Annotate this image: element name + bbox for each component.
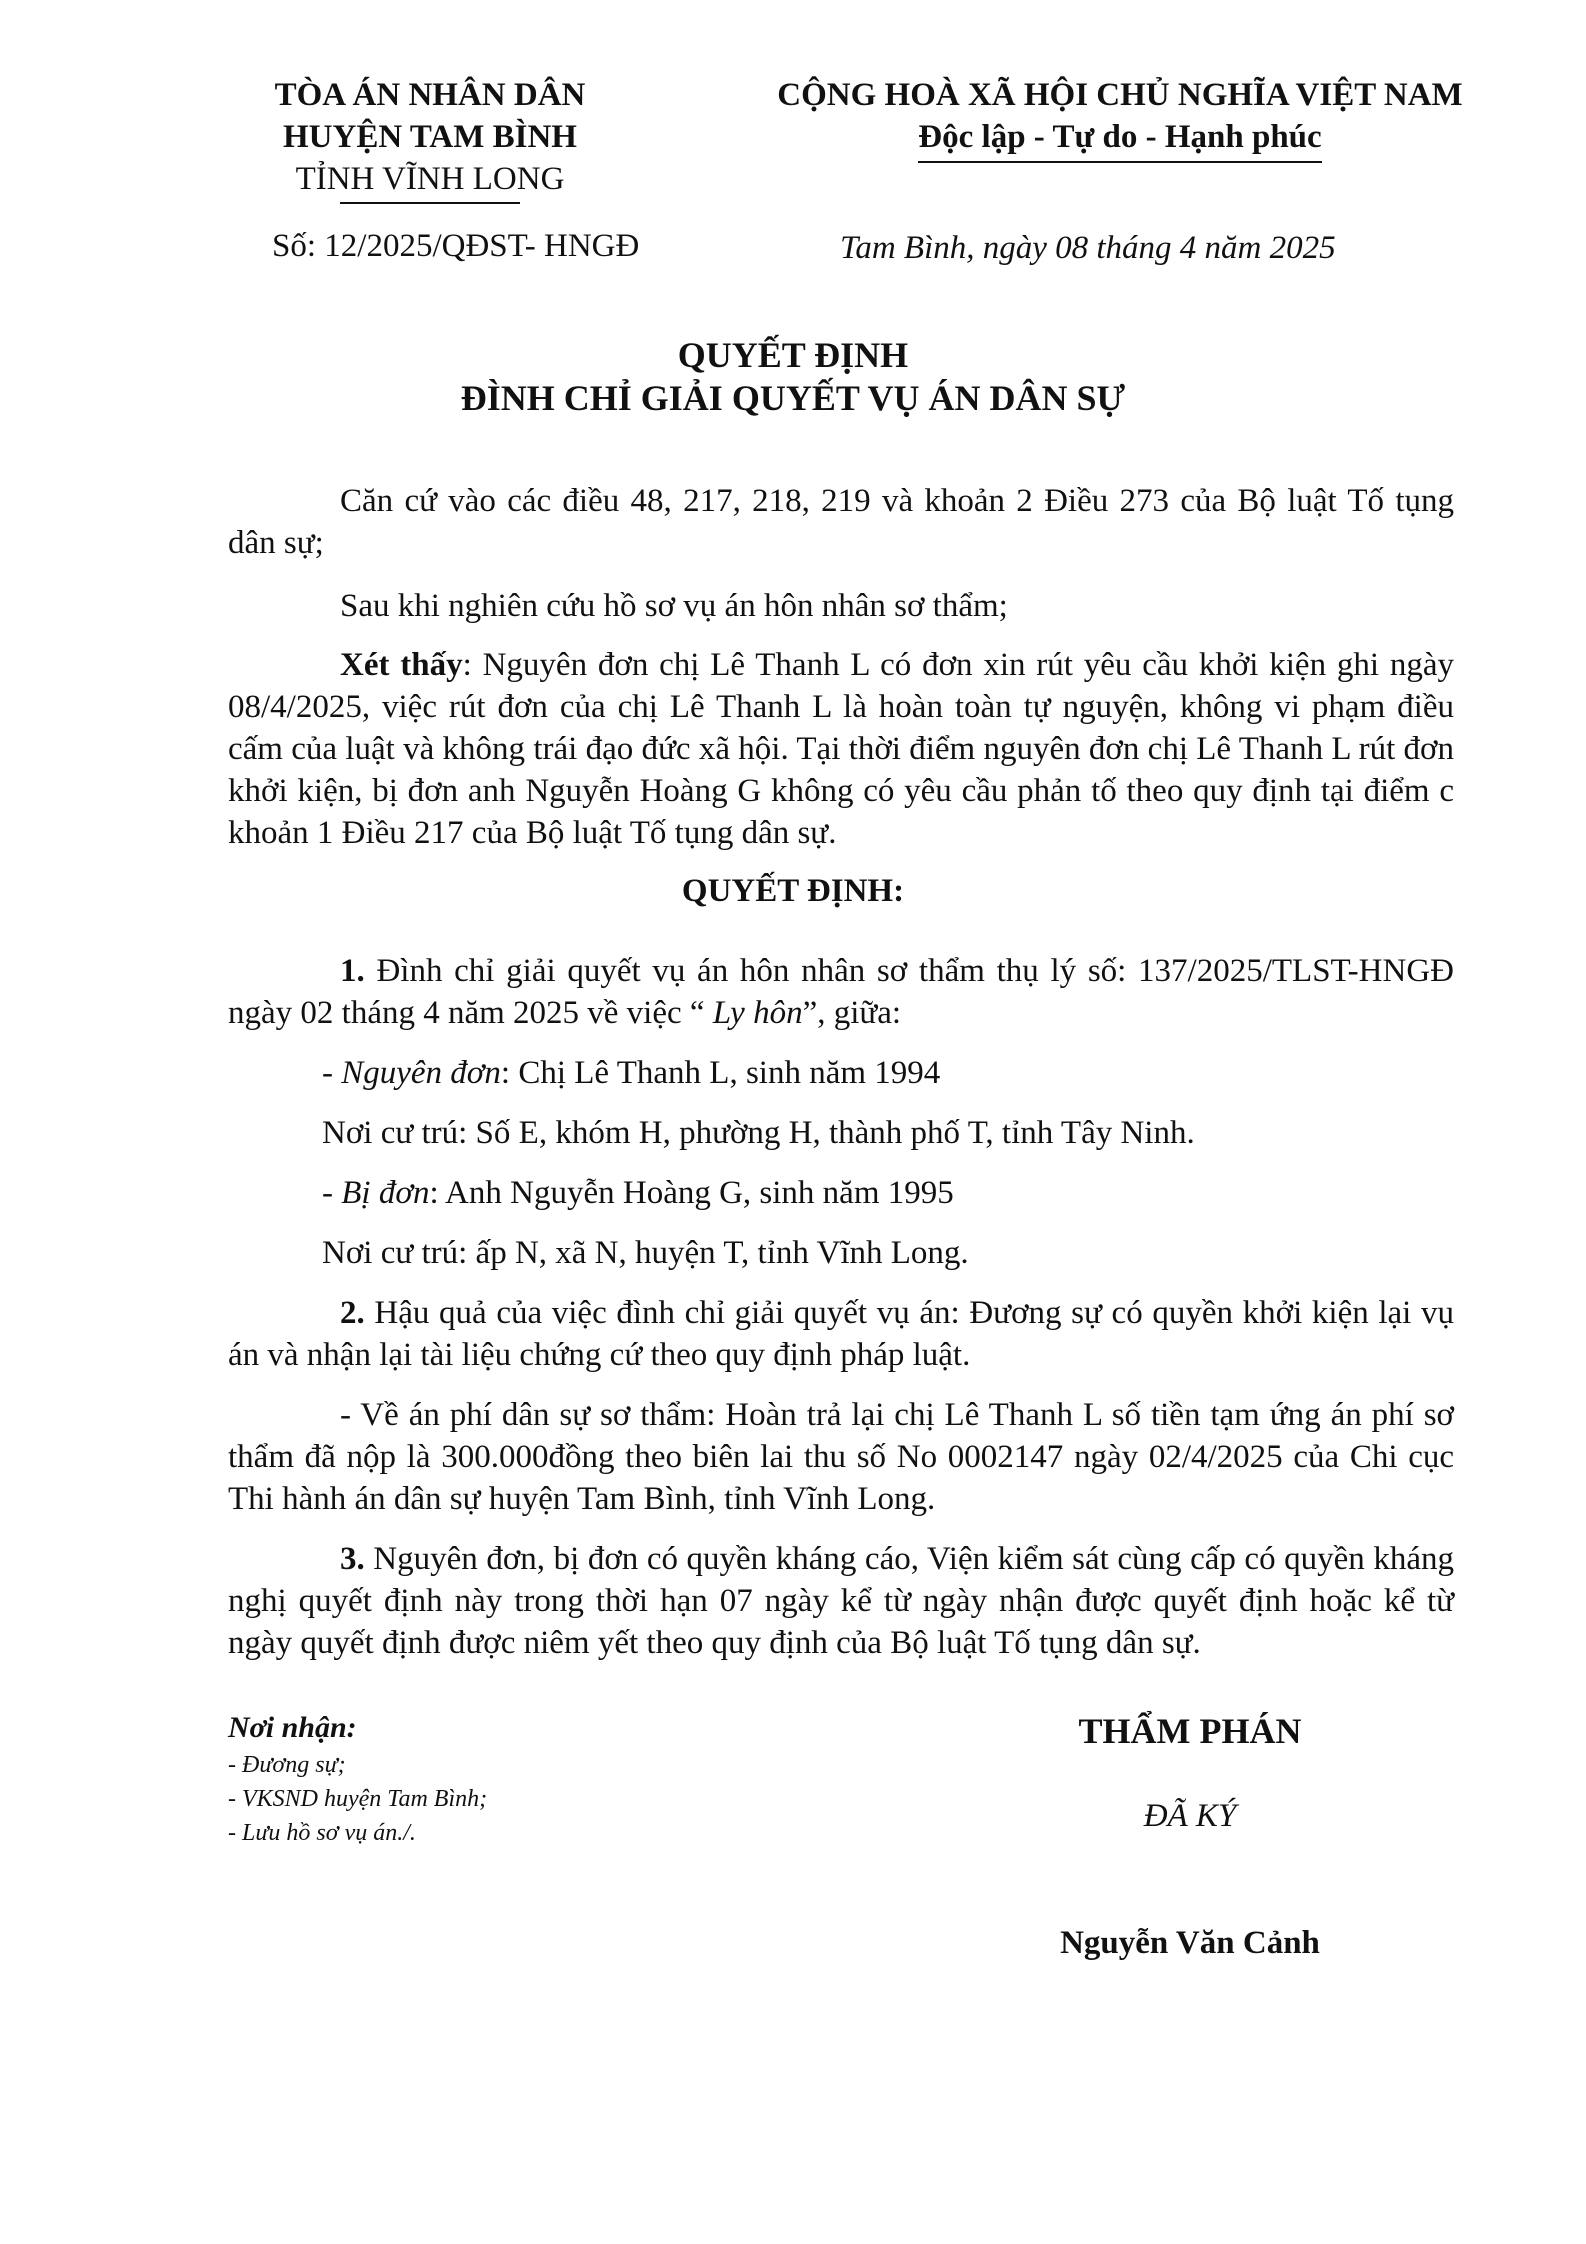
decision-item-1 [228, 950, 1454, 1034]
defendant-dash: - [322, 1175, 342, 1211]
recipient-item: - VKSND huyện Tam Bình; [228, 1786, 488, 1812]
document-title: QUYẾT ĐỊNH [677, 335, 909, 375]
item-3-text: Nguyên đơn, bị đơn có quyền kháng cáo, Viện kiểm sát cùng cấp có quyền kháng nghị quyết định này trong thời hạn 07 ngày kể từ ngày nhận được quyết định hoặc kể từ ngày quyết định được niêm yết theo quy định của Bộ luật Tố tụng dân sự. [228, 1541, 1454, 1661]
nation-motto: Độc lập - Tự do - Hạnh phúc [918, 116, 1321, 163]
defendant-line [322, 1172, 954, 1214]
plaintiff-line [322, 1052, 940, 1094]
decision-heading: QUYẾT ĐỊNH: [681, 873, 905, 909]
nation-name: CỘNG HOÀ XÃ HỘI CHỦ NGHĨA VIỆT NAM [777, 77, 1463, 113]
plaintiff-text: : Chị Lê Thanh L, sinh năm 1994 [500, 1055, 941, 1091]
header-underline [340, 202, 520, 204]
plaintiff-label: Nguyên đơn [341, 1055, 501, 1091]
plaintiff-residence: Nơi cư trú: Số E, khóm H, phường H, thành phố T, tỉnh Tây Ninh. [322, 1115, 1195, 1151]
place-date: Tam Bình, ngày 08 tháng 4 năm 2025 [840, 230, 1336, 266]
signed-status: ĐÃ KÝ [1143, 1798, 1237, 1834]
item-2-text: Hậu quả của việc đình chỉ giải quyết vụ án: Đương sự có quyền khởi kiện lại vụ án và nhận lại tài liệu chứng cứ theo quy định pháp luật. [228, 1295, 1454, 1373]
court-fee-paragraph: - Về án phí dân sự sơ thẩm: Hoàn trả lại chị Lê Thanh L số tiền tạm ứng án phí sơ thẩm đã nộp là 300.000đồng theo biên lai thu số No 0002147 ngày 02/4/2025 của Chi cục Thi hành án dân sự huyện Tam Bình, tỉnh Vĩnh Long. [228, 1397, 1454, 1517]
signature-block [1000, 1710, 1380, 1962]
recipient-item: - Lưu hồ sơ vụ án./. [228, 1820, 416, 1846]
plaintiff-dash: - [322, 1055, 342, 1091]
recipients-heading: Nơi nhận: [228, 1711, 357, 1744]
defendant-label: Bị đơn [341, 1175, 430, 1211]
item-1-text-end: ”, giữa: [802, 995, 902, 1031]
item-1-text: Đình chỉ giải quyết vụ án hôn nhân sơ thẩm thụ lý số: 137/2025/TLST-HNGĐ ngày 02 tháng 4 năm 2025 về việc “ [228, 953, 1454, 1031]
decision-item-2 [228, 1292, 1454, 1376]
court-province: TỈNH VĨNH LONG [295, 161, 565, 197]
study-paragraph: Sau khi nghiên cứu hồ sơ vụ án hôn nhân sơ thẩm; [340, 588, 1008, 624]
item-2-number: 2. [340, 1295, 365, 1331]
defendant-residence: Nơi cư trú: ấp N, xã N, huyện T, tỉnh Vĩnh Long. [322, 1235, 969, 1271]
consideration-label: Xét thấy [340, 647, 463, 683]
document-subtitle: ĐÌNH CHỈ GIẢI QUYẾT VỤ ÁN DÂN SỰ [460, 378, 1126, 418]
legal-basis-paragraph: Căn cứ vào các điều 48, 217, 218, 219 và khoản 2 Điều 273 của Bộ luật Tố tụng dân sự; [228, 483, 1454, 561]
consideration-paragraph [228, 644, 1454, 854]
court-name-line2: HUYỆN TAM BÌNH [283, 119, 577, 155]
defendant-text: : Anh Nguyễn Hoàng G, sinh năm 1995 [429, 1175, 954, 1211]
recipient-item: - Đương sự; [228, 1752, 346, 1778]
nation-header [730, 74, 1510, 163]
recipients-block [228, 1708, 487, 1850]
document-number: Số: 12/2025/QĐST- HNGĐ [272, 228, 640, 264]
consideration-text: : Nguyên đơn chị Lê Thanh L có đơn xin rút yêu cầu khởi kiện ghi ngày 08/4/2025, việc rút đơn của chị Lê Thanh L là hoàn toàn tự nguyện, không vi phạm điều cấm của luật và không trái đạo đức xã hội. Tại thời điểm nguyên đơn chị Lê Thanh L rút đơn khởi kiện, bị đơn anh Nguyễn Hoàng G không có yêu cầu phản tố theo quy định tại điểm c khoản 1 Điều 217 của Bộ luật Tố tụng dân sự. [228, 647, 1454, 851]
court-name-line1: TÒA ÁN NHÂN DÂN [274, 77, 586, 113]
court-header [210, 74, 650, 204]
judge-name: Nguyễn Văn Cảnh [1060, 1925, 1320, 1961]
decision-item-3 [228, 1538, 1454, 1664]
item-3-number: 3. [340, 1541, 365, 1577]
judge-title: THẨM PHÁN [1078, 1711, 1302, 1751]
case-type: Ly hôn [712, 995, 803, 1031]
item-1-number: 1. [340, 953, 365, 989]
